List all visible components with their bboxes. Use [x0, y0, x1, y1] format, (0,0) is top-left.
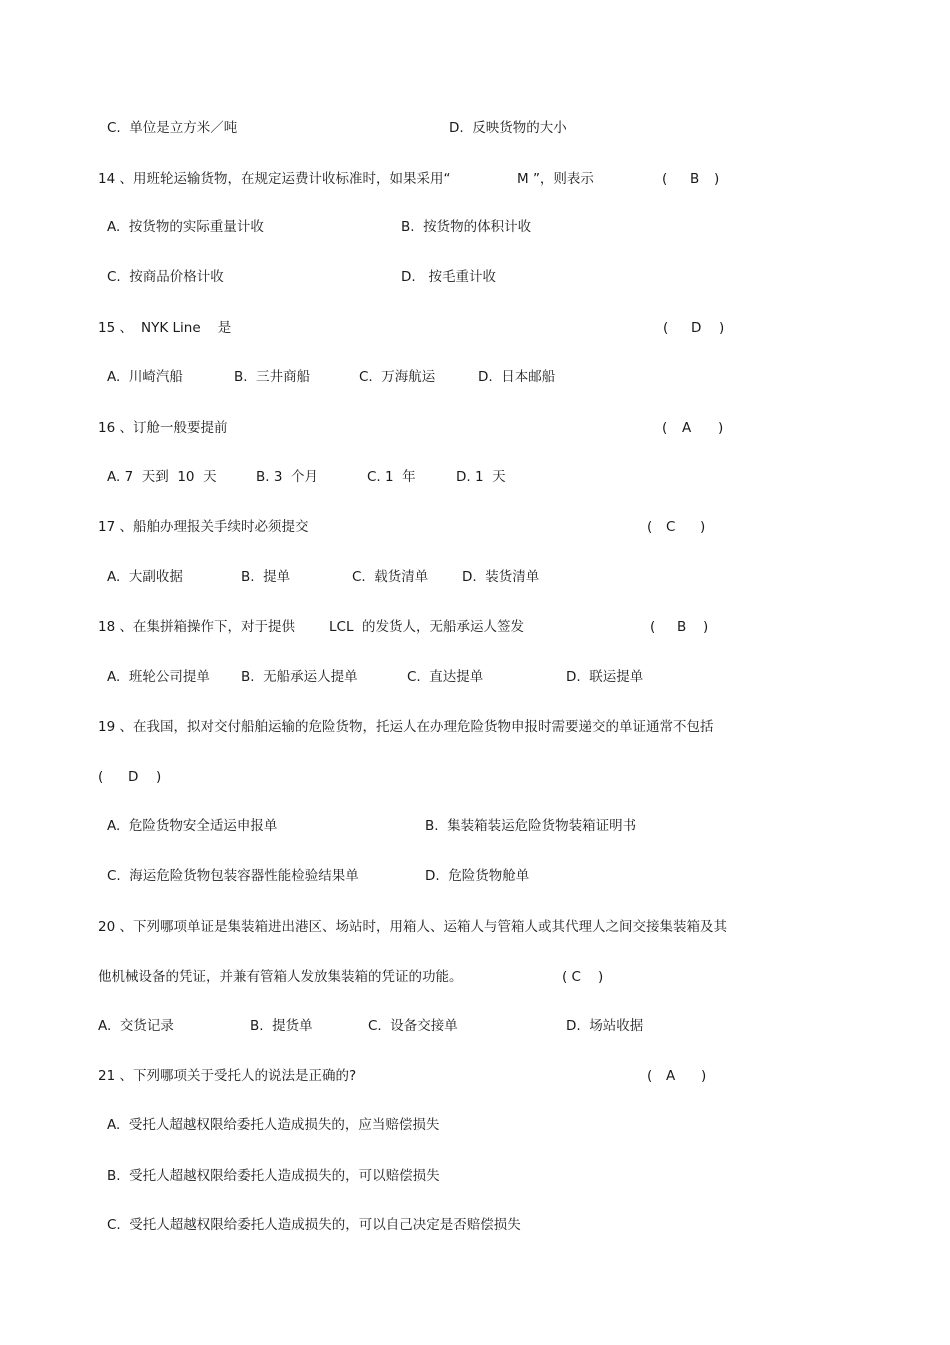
option-a: A. 班轮公司提单 [107, 669, 210, 685]
option-d: D. 日本邮船 [478, 369, 556, 385]
answer-open-paren: ( [98, 769, 104, 785]
answer-open-paren: ( [662, 171, 668, 187]
option-d: D. 危险货物舱单 [425, 868, 530, 884]
question-text: 16 、订舱一般要提前 [98, 420, 228, 436]
answer-close-paren: ) [719, 320, 725, 336]
answer-close-paren: ) [703, 619, 709, 635]
option-b: B. 受托人超越权限给委托人造成损失的，可以赔偿损失 [107, 1168, 440, 1184]
answer-close-paren: ) [718, 420, 724, 436]
option-d: D. 反映货物的大小 [449, 120, 567, 136]
option-b: B. 三井商船 [234, 369, 311, 385]
answer-open-paren: ( [647, 1068, 653, 1084]
answer-letter: D [691, 320, 702, 336]
answer-close-paren: ) [714, 171, 720, 187]
option-b: B. 提单 [241, 569, 291, 585]
option-b: B. 提货单 [250, 1018, 313, 1034]
answer-letter: A [666, 1068, 676, 1084]
answer-close-paren: ) [700, 519, 706, 535]
question-text: 20 、下列哪项单证是集装箱进出港区、场站时，用箱人、运箱人与管箱人或其代理人之间交接集装箱及其 [98, 919, 727, 935]
question-text-cont: 他机械设备的凭证，并兼有管箱人发放集装箱的凭证的功能。 [98, 969, 463, 985]
question-number: 15 、 [98, 320, 133, 336]
answer-close-paren: ) [598, 969, 604, 985]
answer-open-paren: ( [662, 420, 668, 436]
option-line [0, 1216, 521, 1270]
option-b: B. 按货物的体积计收 [401, 219, 532, 235]
option-d: D. 按毛重计收 [401, 269, 497, 285]
option-c: C. 受托人超越权限给委托人造成损失的，可以自己决定是否赔偿损失 [107, 1217, 521, 1233]
question-text: NYK Line 是 [141, 320, 232, 336]
option-a: A. 川崎汽船 [107, 369, 183, 385]
option-line [0, 1116, 440, 1170]
answer-letter: B [677, 619, 687, 635]
option-a: A. 交货记录 [98, 1018, 174, 1034]
option-c: C. 单位是立方米／吨 [107, 120, 238, 136]
option-b: B. 集装箱装运危险货物装箱证明书 [425, 818, 637, 834]
option-c: C. 海运危险货物包装容器性能检验结果单 [107, 868, 359, 884]
answer-close-paren: ) [156, 769, 162, 785]
option-a: A. 危险货物安全适运申报单 [107, 818, 278, 834]
option-d: D. 装货清单 [462, 569, 540, 585]
question-text: 19 、在我国，拟对交付船舶运输的危险货物，托运人在办理危险货物申报时需要递交的单证通常不包括 [98, 719, 714, 735]
option-c: C. 载货清单 [352, 569, 429, 585]
answer-open-paren: ( [650, 619, 656, 635]
option-b: B. 3 个月 [256, 469, 319, 485]
option-a: A. 受托人超越权限给委托人造成损失的，应当赔偿损失 [107, 1117, 440, 1133]
option-a: A. 7 天到 10 天 [107, 469, 217, 485]
option-d: D. 联运提单 [566, 669, 644, 685]
answer-letter: ( C [562, 969, 581, 985]
question-text: 18 、在集拼箱操作下，对于提供 [98, 619, 295, 635]
question-text-cont: LCL 的发货人，无船承运人签发 [329, 619, 525, 635]
option-d: D. 1 天 [456, 469, 506, 485]
option-d: D. 场站收据 [566, 1018, 644, 1034]
option-a: A. 大副收据 [107, 569, 183, 585]
option-c: C. 按商品价格计收 [107, 269, 224, 285]
question-20 [0, 918, 727, 972]
question-text-cont: M ”，则表示 [517, 171, 594, 187]
question-text: 14 、用班轮运输货物，在规定运费计收标准时，如果采用“ [98, 171, 451, 187]
answer-letter: B [690, 171, 700, 187]
question-text: 21 、下列哪项关于受托人的说法是正确的? [98, 1068, 357, 1084]
option-a: A. 按货物的实际重量计收 [107, 219, 264, 235]
answer-letter: A [682, 420, 692, 436]
answer-close-paren: ) [701, 1068, 707, 1084]
question-19 [0, 718, 714, 772]
answer-open-paren: ( [663, 320, 669, 336]
answer-letter: D [128, 769, 139, 785]
option-line [0, 1167, 440, 1221]
option-c: C. 1 年 [367, 469, 416, 485]
option-c: C. 直达提单 [407, 669, 484, 685]
answer-open-paren: ( [647, 519, 653, 535]
option-b: B. 无船承运人提单 [241, 669, 358, 685]
option-c: C. 万海航运 [359, 369, 436, 385]
question-text: 17 、船舶办理报关手续时必须提交 [98, 519, 309, 535]
answer-letter: C [666, 519, 676, 535]
option-c: C. 设备交接单 [368, 1018, 458, 1034]
